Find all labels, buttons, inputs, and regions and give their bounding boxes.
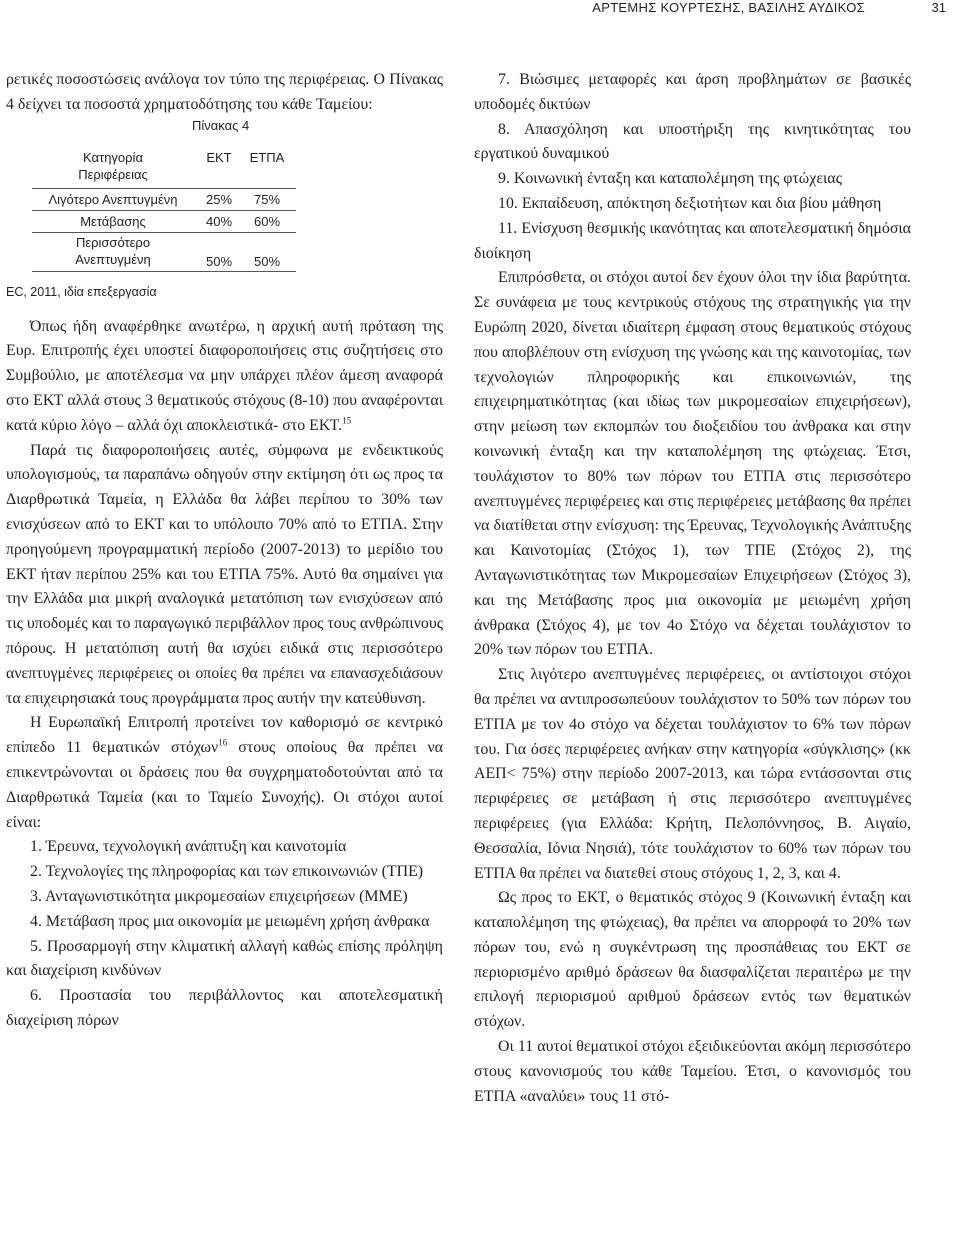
table-row-ekt: 50%: [205, 253, 233, 269]
paragraph-text: στους οποίους θα πρέπει να επικεντρώνονται οι δράσεις που θα συγχρηματοδοτούνται από τα Διαρθρωτικά Ταμεία (και το Ταμείο Συνοχής). Οι στόχοι αυτοί είναι:: [6, 739, 443, 831]
paragraph: Επιπρόσθετα, οι στόχοι αυτοί δεν έχουν όλοι την ίδια βαρύτητα. Σε συνάφεια με τους κεντρικούς στόχους της στρατηγικής για την Ευρώπη 2020, δίνεται ιδιαίτερη έμφαση στους θεματικούς στόχους που αποβλέπουν στη ενίσχυση της γνώσης και της καινοτομίας, των τεχνολογιών πληροφορικής και επικοινωνιών, της επιχειρηματικότητας (και ιδίως των μικρομεσαίων επιχειρήσεων), στην μείωση των εκπομπών του διοξειδίου του άνθρακα και στην κοινωνική ένταξη και την καταπολέμηση της φτώχειας. Έτσι, τουλάχιστον το 80% των πόρων του ΕΤΠΑ στις περισσότερο ανεπτυγμένες περιφέρειες και στις περιφέρειες μετάβασης θα πρέπει να διατίθεται στην ενίσχυση: της Έρευνας, Τεχνολογικής Ανάπτυξης και Καινοτομίας (Στόχος 1), των ΤΠΕ (Στόχος 2), της Ανταγωνιστικότητας των Μικρομεσαίων Επιχειρήσεων (Στόχος 3), και της Μετάβασης προς μια οικονομία με μειωμένη χρήση άνθρακα (Στόχος 4), με τον 4ο Στόχο να δέχεται τουλάχιστον το 20% των πόρων του ΕΤΠΑ.: [474, 269, 911, 659]
right-column: [474, 68, 911, 1109]
paragraph: Στις λιγότερο ανεπτυγμένες περιφέρειες, οι αντίστοιχοι στόχοι θα πρέπει να αντιπροσωπεύουν τουλάχιστον το 50% των πόρων του ΕΤΠΑ με τον 4ο στόχο να δέχεται τουλάχιστον το 6% των πόρων του. Για όσες περιφέρειες ανήκαν στην κατηγορία «σύγκλισης» (κκ ΑΕΠ< 75%) στην περίοδο 2007-2013, και τώρα εντάσσονται στις περιφέρειες σε μετάβαση ή στις περισσότερο ανεπτυγμένες περιφέρειες (για Ελλάδα: Κρήτη, Πελοπόννησος, Β. Αιγαίο, Θεσσαλία, Ιόνια Νησιά), τότε τουλάχιστον το 60% των πόρων του ΕΤΠΑ θα πρέπει να διατεθεί στους στόχους 1, 2, 3, και 4.: [474, 666, 911, 882]
goal-item: 4. Μετάβαση προς μια οικονομία με μειωμένη χρήση άνθρακα: [30, 912, 430, 930]
table-source-note: EC, 2011, ιδία επεξεργασία: [6, 284, 157, 299]
page-header: [0, 0, 960, 20]
footnote-ref: 15: [342, 415, 352, 426]
table-header-etpa: ΕΤΠΑ: [249, 149, 285, 165]
goal-item: 7. Βιώσιμες μεταφορές και άρση προβλημάτων σε βασικές υποδομές δικτύων: [474, 71, 911, 113]
goal-item: 10. Εκπαίδευση, απόκτηση δεξιοτήτων και δια βίου μάθηση: [498, 194, 882, 212]
page-number: 31: [931, 0, 946, 15]
paragraph: [6, 711, 443, 835]
table-title: Πίνακας 4: [192, 117, 250, 133]
table-row-category-line2: Ανεπτυγμένη: [75, 251, 151, 267]
goal-item: 9. Κοινωνική ένταξη και καταπολέμηση της φτώχειας: [498, 170, 842, 188]
goal-item: 2. Τεχνολογίες της πληροφορίας και των επικοινωνιών (ΤΠΕ): [30, 863, 424, 881]
table-row-etpa: 50%: [253, 253, 281, 269]
table-rule: [32, 271, 296, 272]
table-rule: [32, 210, 296, 211]
paragraph: [6, 315, 443, 439]
table-row-etpa: 75%: [253, 191, 281, 207]
table-row-ekt: 25%: [205, 191, 233, 207]
goal-item: 8. Απασχόληση και υποστήριξη της κινητικότητας του εργατικού δυναμικού: [474, 120, 911, 163]
table-row-category: Λιγότερο Ανεπτυγμένη: [48, 191, 178, 207]
table-row-etpa: 60%: [253, 213, 281, 229]
paragraph: Παρά τις διαφοροποιήσεις αυτές, σύμφωνα με ενδεικτικούς υπολογισμούς, τα παραπάνω οδηγούν στην εκτίμηση ότι ως προς τα Διαρθρωτικά Ταμεία, η Ελλάδα θα λάβει περίπου το 30% των ενισχύσεων από το ΕΚΤ και το υπόλοιπο 70% από το ΕΤΠΑ. Στην προηγούμενη προγραμματική περίοδο (2007-2013) το μερίδιο του ΕΚΤ ήταν περίπου 25% και του ΕΤΠΑ 75%. Αυτό θα σημαίνει για την Ελλάδα μια μικρή αναλογικά μετατόπιση των ενισχύσεων από τις υποδομές και το παραγωγικό περιβάλλον προς τους ανθρώπινους πόρους. Η μετατόπιση αυτή θα ισχύει ειδικά στις περισσότερο ανεπτυγμένες περιφέρειες οι οποίες θα πρέπει να επανασχεδιάσουν τα επιχειρησιακά τους προγράμματα προς αυτήν την κατεύθυνση.: [6, 441, 443, 707]
goal-item: 5. Προσαρμογή στην κλιματική αλλαγή καθώς επίσης πρόληψη και διαχείριση κινδύνων: [6, 937, 443, 980]
running-head: ΑΡΤΕΜΗΣ ΚΟΥΡΤΕΣΗΣ, ΒΑΣΙΛΗΣ ΑΥΔΙΚΟΣ: [592, 0, 865, 15]
goal-item: 3. Ανταγωνιστικότητα μικρομεσαίων επιχειρήσεων (ΜΜΕ): [30, 887, 408, 905]
intro-paragraph: ρετικές ποσοστώσεις ανάλογα τον τύπο της περιφέρειας. Ο Πίνακας 4 δείχνει τα ποσοστά χρηματοδότησης του κάθε Ταμείου:: [6, 71, 443, 113]
paragraph: Οι 11 αυτοί θεματικοί στόχοι εξειδικεύονται ακόμη περισσότερο στους κανονισμούς του κάθε Ταμείου. Έτσι, ο κανονισμός του ΕΤΠΑ «αναλύει» τους 11 στό-: [474, 1038, 911, 1105]
table-header-category-line1: Κατηγορία: [83, 149, 143, 165]
goal-item: 6. Προστασία του περιβάλλοντος και αποτελεσματική διαχείριση πόρων: [6, 987, 443, 1029]
table-header-category-line2: Περιφέρειας: [78, 166, 148, 182]
table-row-category: Μετάβασης: [80, 213, 146, 229]
table-row-category-line1: Περισσότερο: [75, 234, 151, 250]
table-rule: [32, 232, 296, 233]
table-header-ekt: ΕΚΤ: [206, 149, 232, 165]
goal-item: 11. Ενίσχυση θεσμικής ικανότητας και αποτελεσματική δημόσια διοίκηση: [474, 219, 911, 262]
funding-table: [6, 118, 443, 315]
paragraph-text: Όπως ήδη αναφέρθηκε ανωτέρω, η αρχική αυτή πρόταση της Ευρ. Επιτροπής έχει υποστεί διαφοροποιήσεις στις συζητήσεις στο Συμβούλιο, με αποτέλεσμα να μην υπάρχει πλέον άμεση αναφορά στο ΕΚΤ αλλά στους 3 θεματικούς στόχους (8-10) που αναφέρονται κατά κύριο λόγο – αλλά όχι αποκλειστικά- στο ΕΚΤ.: [6, 317, 443, 434]
footnote-ref: 16: [218, 737, 228, 748]
paragraph: Ως προς το ΕΚΤ, ο θεματικός στόχος 9 (Κοινωνική ένταξη και καταπολέμηση της φτώχειας), θα πρέπει να απορροφά το 20% των πόρων του, ενώ η συγκέντρωση της προσπάθειας του ΕΚΤ σε περιορισμένο αριθμό δράσεων θα διασφαλίζεται περαιτέρω με την επιλογή περιορισμού αριθμού δράσεων εντός των θεματικών στόχων.: [474, 889, 911, 1031]
table-rule: [32, 188, 296, 189]
goal-item: 1. Έρευνα, τεχνολογική ανάπτυξη και καινοτομία: [30, 838, 347, 856]
table-row-ekt: 40%: [205, 213, 233, 229]
left-column: [6, 68, 443, 1034]
paragraph-text: Η Ευρωπαϊκή Επιτροπή προτείνει τον καθορισμό σε κεντρικό επίπεδο 11 θεματικών στόχων: [6, 714, 443, 757]
